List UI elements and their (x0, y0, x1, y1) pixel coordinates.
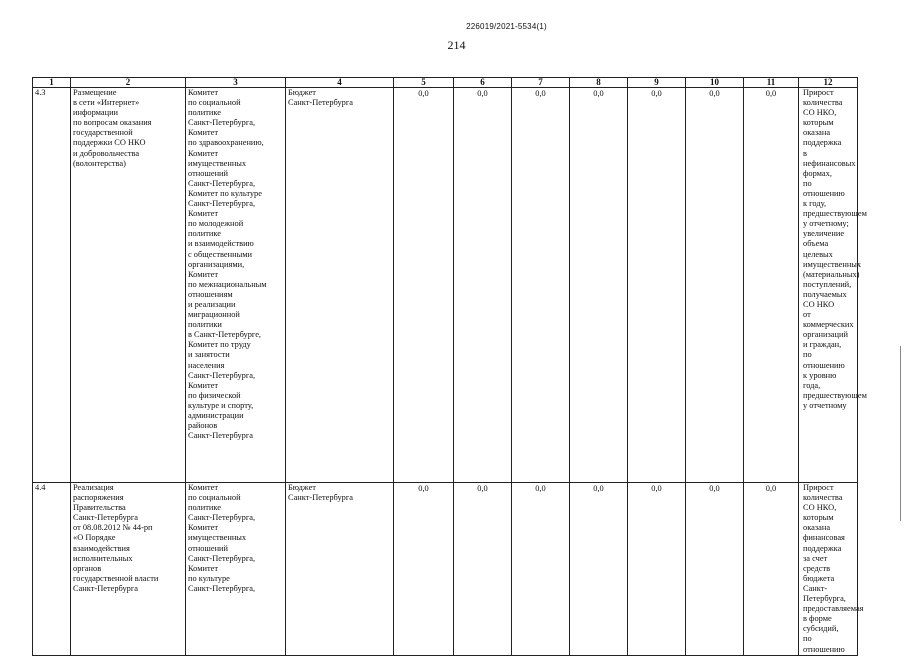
result-indicator-cell: Прирост количества СО НКО, которым оказана финансовая поддержка за счет средств бюджета Санкт-Петербурга, предоставляемая в форме субсидий, по отношению (799, 483, 858, 656)
measure-cell: Размещение в сети «Интернет» информации по вопросам оказания государственной поддержки СО НКО и добровольчества (волонтерства) (71, 88, 186, 483)
column-header: 4 (286, 78, 394, 88)
value-cell: 0,0 (570, 88, 628, 483)
page-number: 214 (447, 38, 466, 52)
program-measures-table (32, 77, 867, 656)
table-row (33, 483, 858, 656)
scan-margin-line (900, 346, 901, 521)
column-header: 10 (686, 78, 744, 88)
value-cell: 0,0 (394, 88, 454, 483)
funding-source-cell: Бюджет Санкт-Петербурга (286, 88, 394, 483)
column-header: 12 (799, 78, 858, 88)
measure-cell: Реализация распоряжения Правительства Санкт-Петербурга от 08.08.2012 № 44-рп «О Порядке взаимодействия исполнительных органов государственной власти Санкт-Петербурга (71, 483, 186, 656)
column-header: 2 (71, 78, 186, 88)
funding-source-cell: Бюджет Санкт-Петербурга (286, 483, 394, 656)
value-cell: 0,0 (512, 88, 570, 483)
value-cell: 0,0 (570, 483, 628, 656)
value-cell: 0,0 (686, 88, 744, 483)
executors-cell: Комитет по социальной политике Санкт-Петербурга, Комитет по здравоохранению, Комитет имущественных отношений Санкт-Петербурга, Комитет по культуре Санкт-Петербурга, Комитет по молодежной политике и взаимодействию с общественными организациями, Комитет по межнациональным отношениям и реализации миграционной политики в Санкт-Петербурге, Комитет по труду и занятости населения Санкт-Петербурга, Комитет по физической культуре и спорту, администрации районов Санкт-Петербурга (186, 88, 286, 483)
row-number: 4.4 (33, 483, 71, 656)
column-header: 5 (394, 78, 454, 88)
value-cell: 0,0 (628, 88, 686, 483)
value-cell: 0,0 (744, 483, 799, 656)
value-cell: 0,0 (512, 483, 570, 656)
column-header: 11 (744, 78, 799, 88)
value-cell: 0,0 (454, 88, 512, 483)
value-cell: 0,0 (454, 483, 512, 656)
row-number: 4.3 (33, 88, 71, 483)
column-header: 6 (454, 78, 512, 88)
value-cell: 0,0 (394, 483, 454, 656)
column-header: 1 (33, 78, 71, 88)
document-id: 226019/2021-5534(1) (466, 22, 547, 31)
column-header: 8 (570, 78, 628, 88)
column-header: 3 (186, 78, 286, 88)
column-number-row (33, 78, 858, 88)
result-indicator-cell: Прирост количества СО НКО, которым оказана поддержка в нефинансовых формах, по отношению к году, предшествующем у отчетному; увеличение объема целевых имущественных (материальных) поступлений, получаемых СО НКО от коммерческих организаций и граждан, по отношению к уровню года, предшествующем у отчетному (799, 88, 858, 483)
value-cell: 0,0 (744, 88, 799, 483)
column-header: 7 (512, 78, 570, 88)
executors-cell: Комитет по социальной политике Санкт-Петербурга, Комитет имущественных отношений Санкт-Петербурга, Комитет по культуре Санкт-Петербурга, (186, 483, 286, 656)
value-cell: 0,0 (628, 483, 686, 656)
column-header: 9 (628, 78, 686, 88)
value-cell: 0,0 (686, 483, 744, 656)
table-row (33, 88, 858, 483)
